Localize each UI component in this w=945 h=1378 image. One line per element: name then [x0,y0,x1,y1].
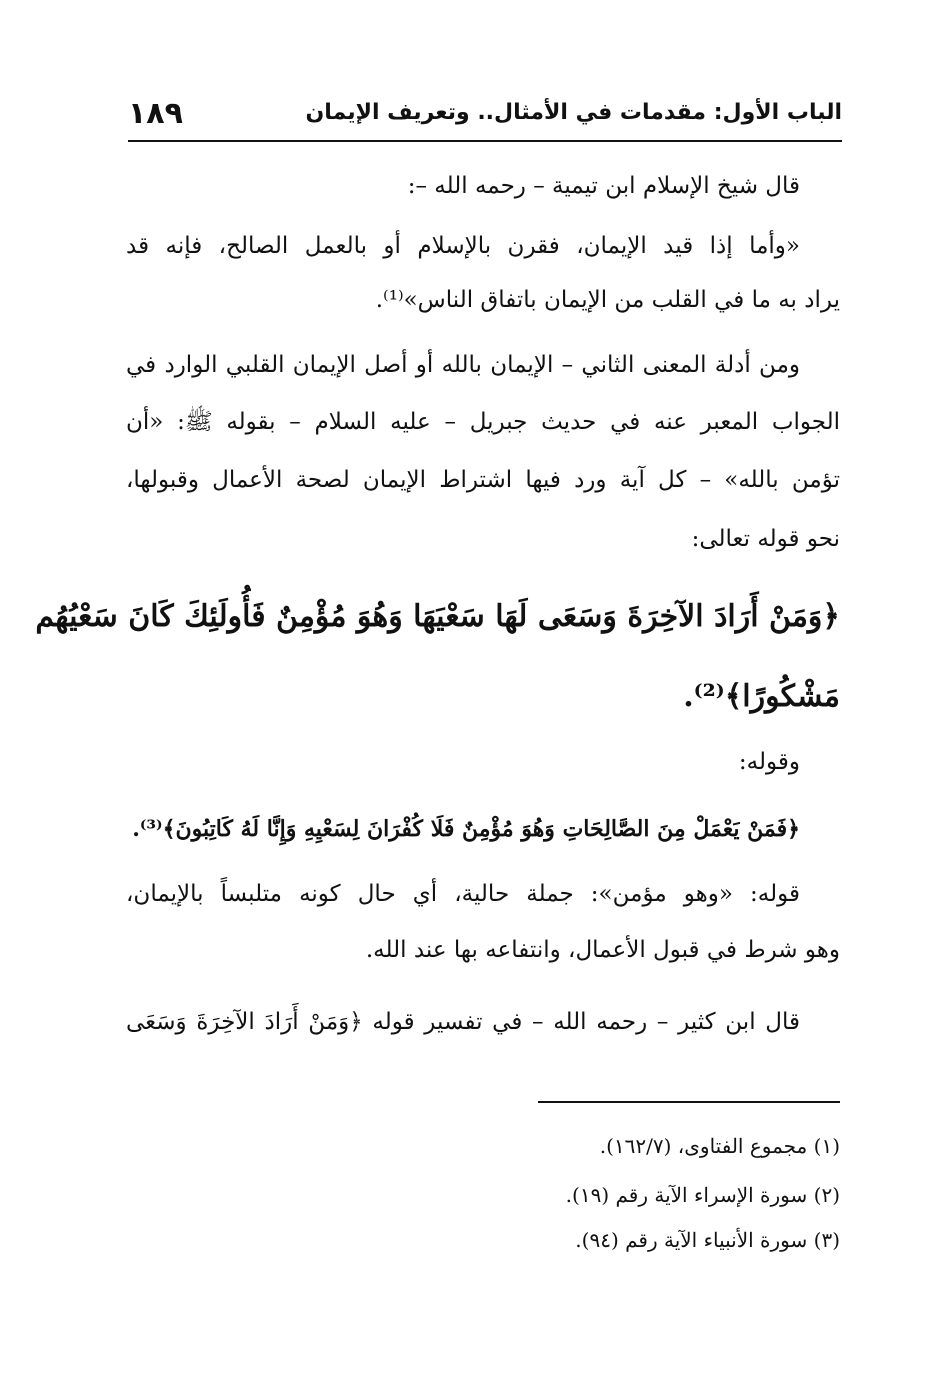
body-line-5: الجواب المعبر عنه في حديث جبريل – عليه السلام – بقوله ﷺ: «أن [126,409,840,435]
body-line-2: «وأما إذا قيد الإيمان، فقرن بالإسلام أو بالعمل الصالح، فإنه قد [126,233,800,259]
footnote-2: (٢) سورة الإسراء الآية رقم (١٩). [565,1183,840,1207]
body-line-13: وهو شرط في قبول الأعمال، وانتفاعه بها عند الله. [365,937,840,963]
footnote-divider [538,1101,840,1103]
running-title: الباب الأول: مقدمات في الأمثال.. وتعريف الإيمان [305,100,842,125]
page-number: ١٨٩ [128,96,183,131]
page-header [128,96,842,136]
body-line-4: ومن أدلة المعنى الثاني – الإيمان بالله أو أصل الإيمان القلبي الوارد في [126,352,800,378]
quran-verse-line-1: ﴿وَمَنْ أَرَادَ الآخِرَةَ وَسَعَى لَهَا سَعْيَهَا وَهُوَ مُؤْمِنٌ فَأُولَئِكَ كَانَ سَعْيُهُم [35,599,840,634]
body-line-1: قال شيخ الإسلام ابن تيمية – رحمه الله –: [407,173,800,199]
body-line-7: نحو قوله تعالى: [691,526,840,552]
footnote-3: (٣) سورة الأنبياء الآية رقم (٩٤). [575,1228,840,1252]
header-divider [128,140,842,142]
body-line-14: قال ابن كثير – رحمه الله – في تفسير قوله ﴿وَمَنْ أَرَادَ الآخِرَةَ وَسَعَى [126,1009,800,1035]
footnote-1: (١) مجموع الفتاوى، (١٦٢/٧). [599,1134,840,1158]
body-line-12: قوله: «وهو مؤمن»: جملة حالية، أي حال كونه متلبساً بالإيمان، [126,881,800,907]
body-line-3: يراد به ما في القلب من الإيمان باتفاق الناس»⁽¹⁾. [375,287,840,313]
quran-verse-line-2: مَشْكُورًا﴾⁽²⁾. [683,679,840,714]
body-line-10: وقوله: [738,749,800,775]
quran-verse-line-3: ﴿فَمَنْ يَعْمَلْ مِنَ الصَّالِحَاتِ وَهُوَ مُؤْمِنٌ فَلَا كُفْرَانَ لِسَعْيِهِ وَإِنَّا لَهُ كَاتِبُونَ﴾⁽³⁾. [132,816,800,842]
body-line-6: تؤمن بالله» – كل آية ورد فيها اشتراط الإيمان لصحة الأعمال وقبولها، [126,467,840,493]
